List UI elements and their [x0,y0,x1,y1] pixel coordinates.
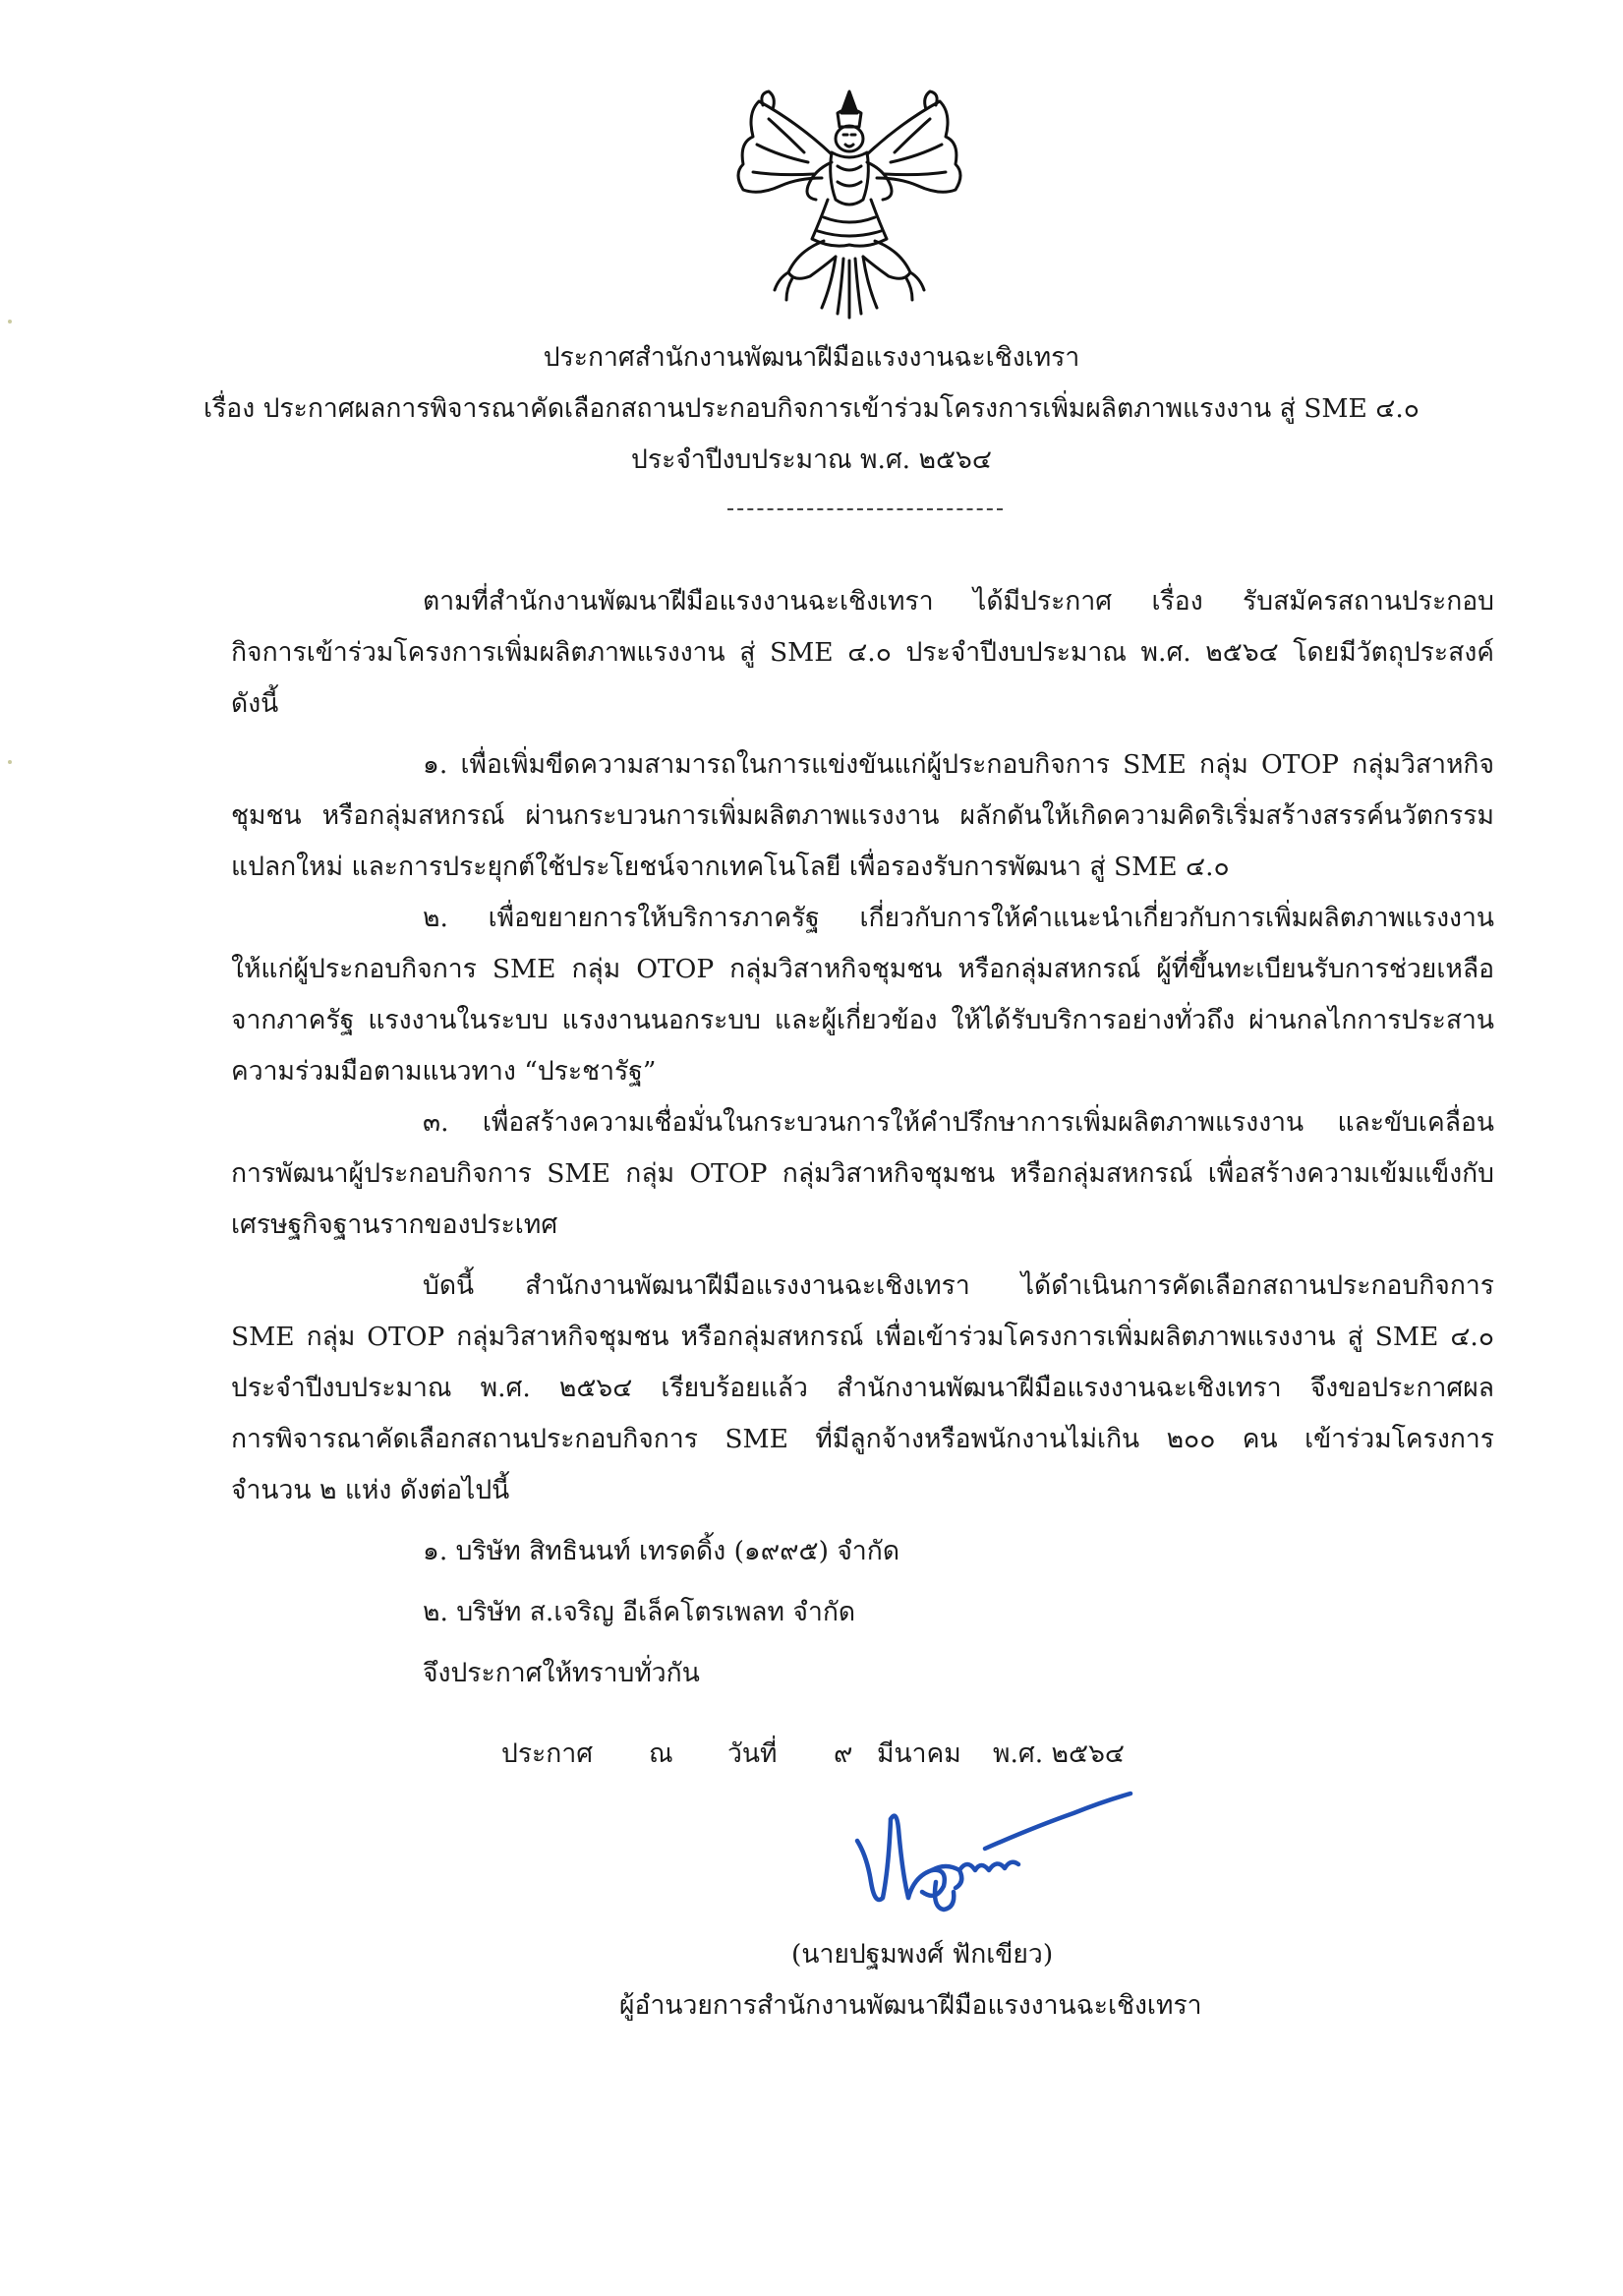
garuda-emblem-icon [729,84,969,324]
closing-line: จึงประกาศให้ทราบทั่วกัน [423,1658,700,1688]
objective-1-line-3: แปลกใหม่ และการประยุกต์ใช้ประโยชน์จากเทคโนโลยี เพื่อรองรับการพัฒนา สู่ SME ๔.๐ [231,852,1230,882]
date-prefix: ประกาศ [501,1738,594,1769]
document-title: ประกาศสำนักงานพัฒนาฝีมือแรงงานฉะเชิงเทรา [543,342,1080,373]
date-day: ๙ [834,1738,853,1769]
date-day-label: วันที่ [727,1738,778,1769]
objective-1-line-1: ๑. เพื่อเพิ่มขีดความสามารถในการแข่งขันแก่ผู้ประกอบกิจการ SME กลุ่ม OTOP กลุ่มวิสาหกิจ [423,749,1494,780]
objective-2-line-3: จากภาครัฐ แรงงานในระบบ แรงงานนอกระบบ และผู้เกี่ยวข้อง ให้ได้รับบริการอย่างทั่วถึง ผ่านกลไกการประสาน [231,1005,1494,1035]
scan-speck [8,760,12,764]
document-subject: เรื่อง ประกาศผลการพิจารณาคัดเลือกสถานประกอบกิจการเข้าร่วมโครงการเพิ่มผลิตภาพแรงงาน สู่ SME ๔.๐ [203,393,1420,424]
fiscal-year-line: ประจำปีงบประมาณ พ.ศ. ๒๕๖๔ [631,444,992,475]
announcement-line-5: จำนวน ๒ แห่ง ดังต่อไปนี้ [231,1475,510,1505]
announcement-line-3: ประจำปีงบประมาณ พ.ศ. ๒๕๖๔ เรียบร้อยแล้ว สำนักงานพัฒนาฝีมือแรงงานฉะเชิงเทรา จึงขอประกาศผล [231,1373,1494,1403]
scan-speck [8,320,12,324]
header-divider [727,508,1003,510]
signatory-name: (นายปฐมพงศ์ ฟักเขียว) [791,1939,1054,1970]
objective-2-line-4: ความร่วมมือตามแนวทาง “ประชารัฐ” [231,1056,657,1087]
signatory-position: ผู้อำนวยการสำนักงานพัฒนาฝีมือแรงงานฉะเชิงเทรา [619,1990,1202,2021]
objective-1-line-2: ชุมชน หรือกลุ่มสหกรณ์ ผ่านกระบวนการเพิ่มผลิตภาพแรงงาน ผลักดันให้เกิดความคิดริเริ่มสร้างสรรค์นวัตกรรม [231,800,1494,831]
date-month: มีนาคม [877,1738,961,1769]
objective-2-line-2: ให้แก่ผู้ประกอบกิจการ SME กลุ่ม OTOP กลุ่มวิสาหกิจชุมชน หรือกลุ่มสหกรณ์ ผู้ที่ขึ้นทะเบียนรับการช่วยเหลือ [231,954,1494,984]
announcement-line-2: SME กลุ่ม OTOP กลุ่มวิสาหกิจชุมชน หรือกลุ่มสหกรณ์ เพื่อเข้าร่วมโครงการเพิ่มผลิตภาพแรงงาน สู่ SME ๔.๐ [231,1322,1494,1352]
company-item-1: ๑. บริษัท สิทธินนท์ เทรดดิ้ง (๑๙๙๕) จำกัด [423,1536,900,1566]
intro-line-1: ตามที่สำนักงานพัฒนาฝีมือแรงงานฉะเชิงเทรา ได้มีประกาศ เรื่อง รับสมัครสถานประกอบ [423,586,1494,617]
company-item-2: ๒. บริษัท ส.เจริญ อีเล็คโตรเพลท จำกัด [423,1597,856,1627]
intro-line-2: กิจการเข้าร่วมโครงการเพิ่มผลิตภาพแรงงาน สู่ SME ๔.๐ ประจำปีงบประมาณ พ.ศ. ๒๕๖๔ โดยมีวัตถุประสงค์ [231,637,1494,668]
intro-line-3: ดังนี้ [231,688,279,719]
date-at: ณ [649,1738,673,1769]
objective-2-line-1: ๒. เพื่อขยายการให้บริการภาครัฐ เกี่ยวกับการให้คำแนะนำเกี่ยวกับการเพิ่มผลิตภาพแรงงาน [423,903,1494,933]
objective-3-line-3: เศรษฐกิจฐานรากของประเทศ [231,1209,558,1240]
announcement-line-4: การพิจารณาคัดเลือกสถานประกอบกิจการ SME ที่มีลูกจ้างหรือพนักงานไม่เกิน ๒๐๐ คน เข้าร่วมโครงการ [231,1424,1494,1454]
announcement-line-1: บัดนี้ สำนักงานพัฒนาฝีมือแรงงานฉะเชิงเทรา ได้ดำเนินการคัดเลือกสถานประกอบกิจการ [423,1270,1494,1301]
date-year: พ.ศ. ๒๕๖๔ [993,1738,1125,1769]
objective-3-line-2: การพัฒนาผู้ประกอบกิจการ SME กลุ่ม OTOP กลุ่มวิสาหกิจชุมชน หรือกลุ่มสหกรณ์ เพื่อสร้างความเข้มแข็งกับ [231,1158,1494,1189]
objective-3-line-1: ๓. เพื่อสร้างความเชื่อมั่นในกระบวนการให้คำปรึกษาการเพิ่มผลิตภาพแรงงาน และขับเคลื่อน [423,1107,1494,1138]
handwritten-signature [838,1780,1142,1917]
